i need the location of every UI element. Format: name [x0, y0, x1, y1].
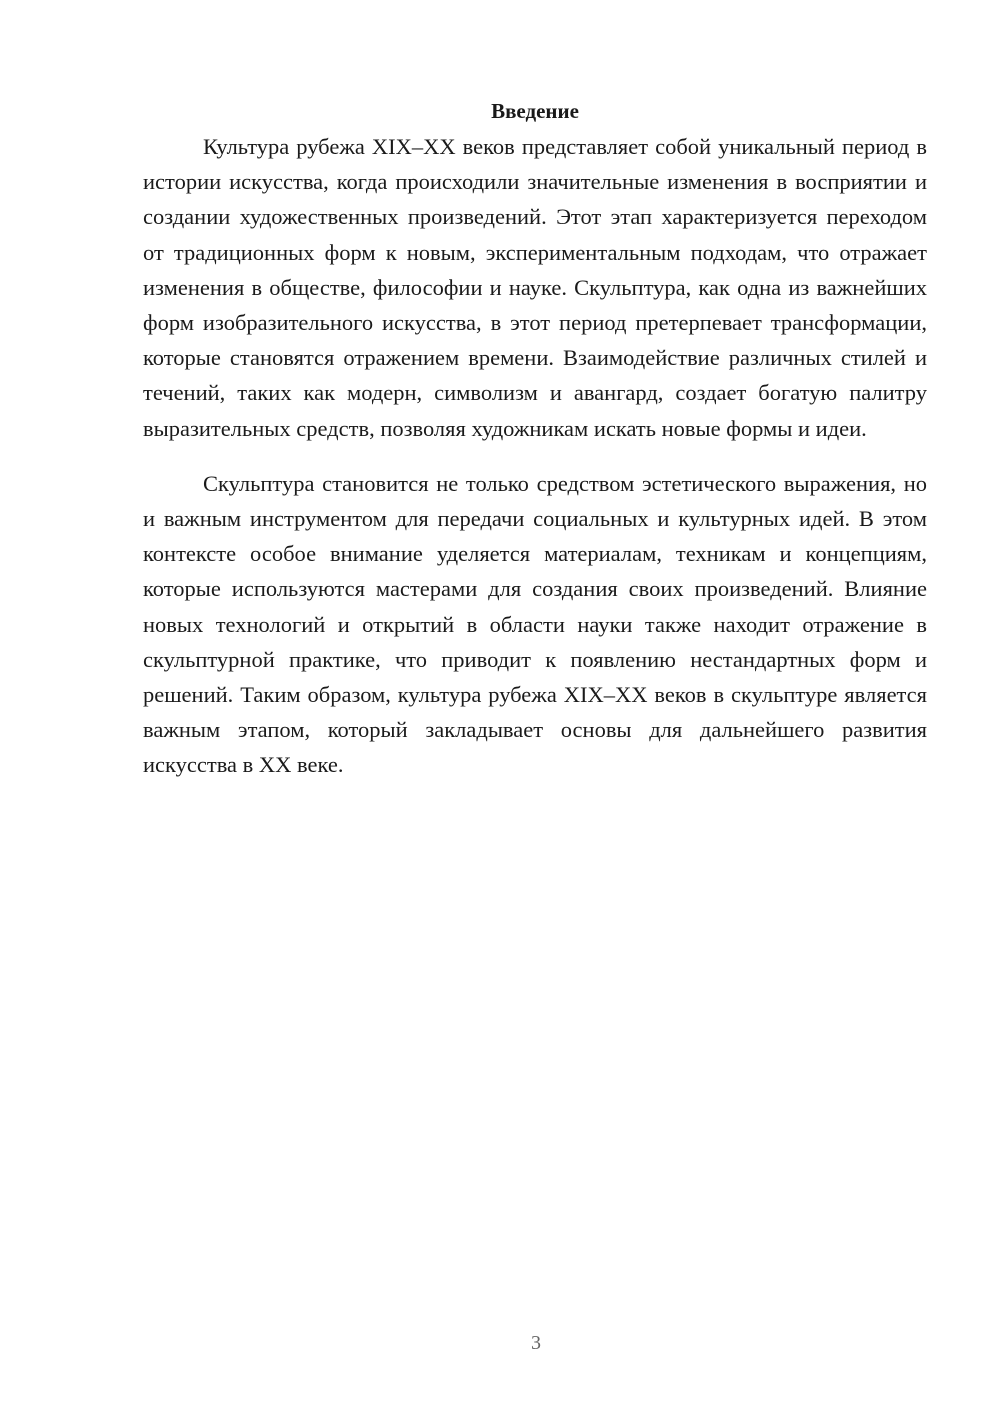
page-content — [143, 94, 927, 783]
section-title: Введение — [491, 99, 579, 123]
paragraph-1: Культура рубежа XIX–XX веков представляет собой уникальный период в истории искусства, когда происходили значительные изменения в восприятии и создании художественных произведений. Этот этап характеризуется переходом от традиционных форм к новым, экспериментальным подходам, что отражает изменения в обществе, философии и науке. Скульптура, как одна из важнейших форм изобразительного искусства, в этот период претерпевает трансформации, которые становятся отражением времени. Взаимодействие различных стилей и течений, таких как модерн, символизм и авангард, создает богатую палитру выразительных средств, позволяя художникам искать новые формы и идеи. — [143, 134, 927, 441]
paragraph-2: Скульптура становится не только средством эстетического выражения, но и важным инструментом для передачи социальных и культурных идей. В этом контексте особое внимание уделяется материалам, техникам и концепциям, которые используются мастерами для создания своих произведений. Влияние новых технологий и открытий в области науки также находит отражение в скульптурной практике, что приводит к появлению нестандартных форм и решений. Таким образом, культура рубежа XIX–XX веков в скульптуре является важным этапом, который закладывает основы для дальнейшего развития искусства в XX веке. — [143, 470, 927, 778]
page-number: 3 — [531, 1332, 541, 1354]
